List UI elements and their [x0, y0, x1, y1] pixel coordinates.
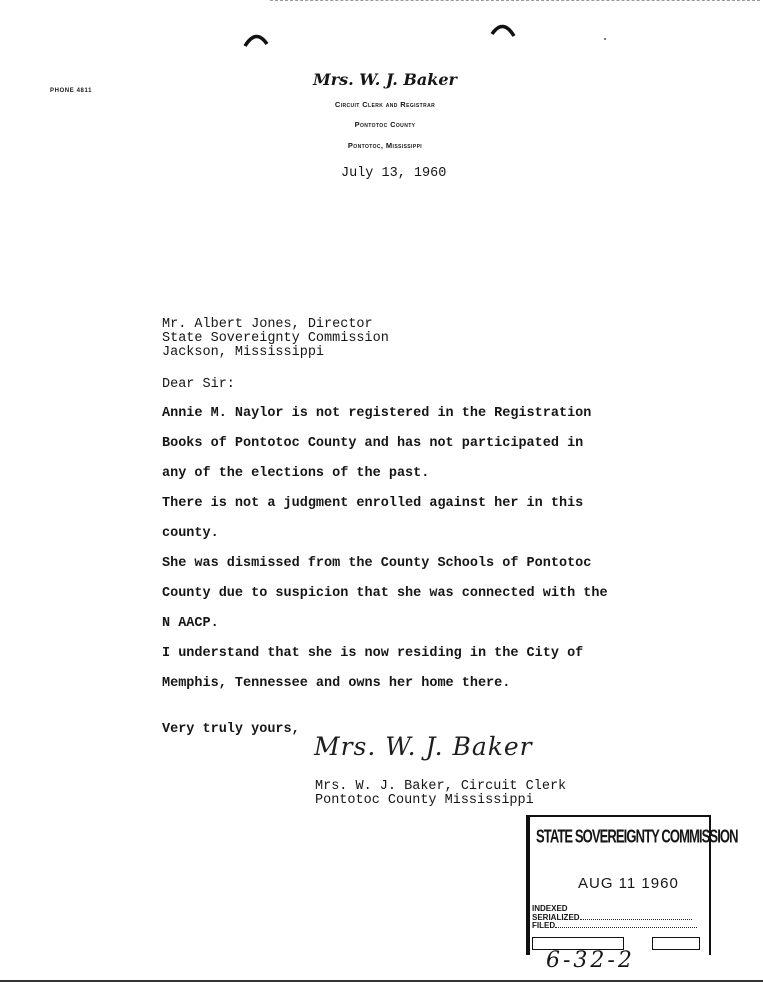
- recipient-line: Mr. Albert Jones, Director: [162, 317, 373, 332]
- page-top-edge: [270, 0, 760, 1]
- received-stamp: [526, 815, 738, 955]
- letterhead-phone: PHONE 4811: [50, 88, 93, 94]
- stamp-filed-row: [532, 921, 697, 930]
- letterhead-title: Circuit Clerk and Registrar: [334, 100, 436, 109]
- body-line: N AACP.: [162, 616, 219, 631]
- binder-hole-right: [490, 18, 516, 38]
- body-line: There is not a judgment enrolled against her in this: [162, 496, 584, 511]
- letterhead-county: Pontotoc County: [354, 120, 416, 129]
- body-line: Books of Pontotoc County and has not participated in: [162, 436, 584, 451]
- body-line: County due to suspicion that she was connected with the: [162, 586, 608, 601]
- salutation: Dear Sir:: [162, 377, 235, 392]
- body-line: any of the elections of the past.: [162, 466, 430, 481]
- binder-hole-left: [243, 28, 269, 48]
- letterhead-city: Pontotoc, Mississippi: [347, 141, 423, 150]
- recipient-line: Jackson, Mississippi: [162, 345, 325, 360]
- letter-date: July 13, 1960: [341, 166, 447, 181]
- typed-signature-line: Pontotoc County Mississippi: [315, 793, 534, 808]
- stamp-box-right: [652, 937, 700, 950]
- letterhead-name: Mrs. W. J. Baker: [313, 70, 457, 89]
- handwritten-signature: Mrs. W. J. Baker: [314, 732, 533, 761]
- paper-speck: [604, 38, 606, 40]
- page-bottom-edge: [0, 980, 763, 982]
- body-line: county.: [162, 526, 219, 541]
- stamp-filed-label: FILED: [532, 921, 556, 930]
- stamp-dotted-line: [580, 913, 692, 920]
- file-number: 6-32-2: [546, 948, 635, 973]
- stamp-indexed-label: INDEXED: [532, 904, 568, 913]
- stamp-title: STATE SOVEREIGNTY COMMISSION: [536, 825, 738, 847]
- closing: Very truly yours,: [162, 722, 300, 737]
- body-line: Annie M. Naylor is not registered in the Registration: [162, 406, 592, 421]
- stamp-date: AUG 11 1960: [578, 875, 679, 892]
- typed-signature-line: Mrs. W. J. Baker, Circuit Clerk: [315, 779, 567, 794]
- body-line: Memphis, Tennessee and owns her home there.: [162, 676, 511, 691]
- body-line: She was dismissed from the County Schools of Pontotoc: [162, 556, 592, 571]
- stamp-indexed-row: [532, 905, 568, 913]
- stamp-serialized-label: SERIALIZED: [532, 913, 580, 922]
- body-line: I understand that she is now residing in the City of: [162, 646, 584, 661]
- recipient-line: State Sovereignty Commission: [162, 331, 389, 346]
- stamp-dotted-line: [555, 921, 697, 928]
